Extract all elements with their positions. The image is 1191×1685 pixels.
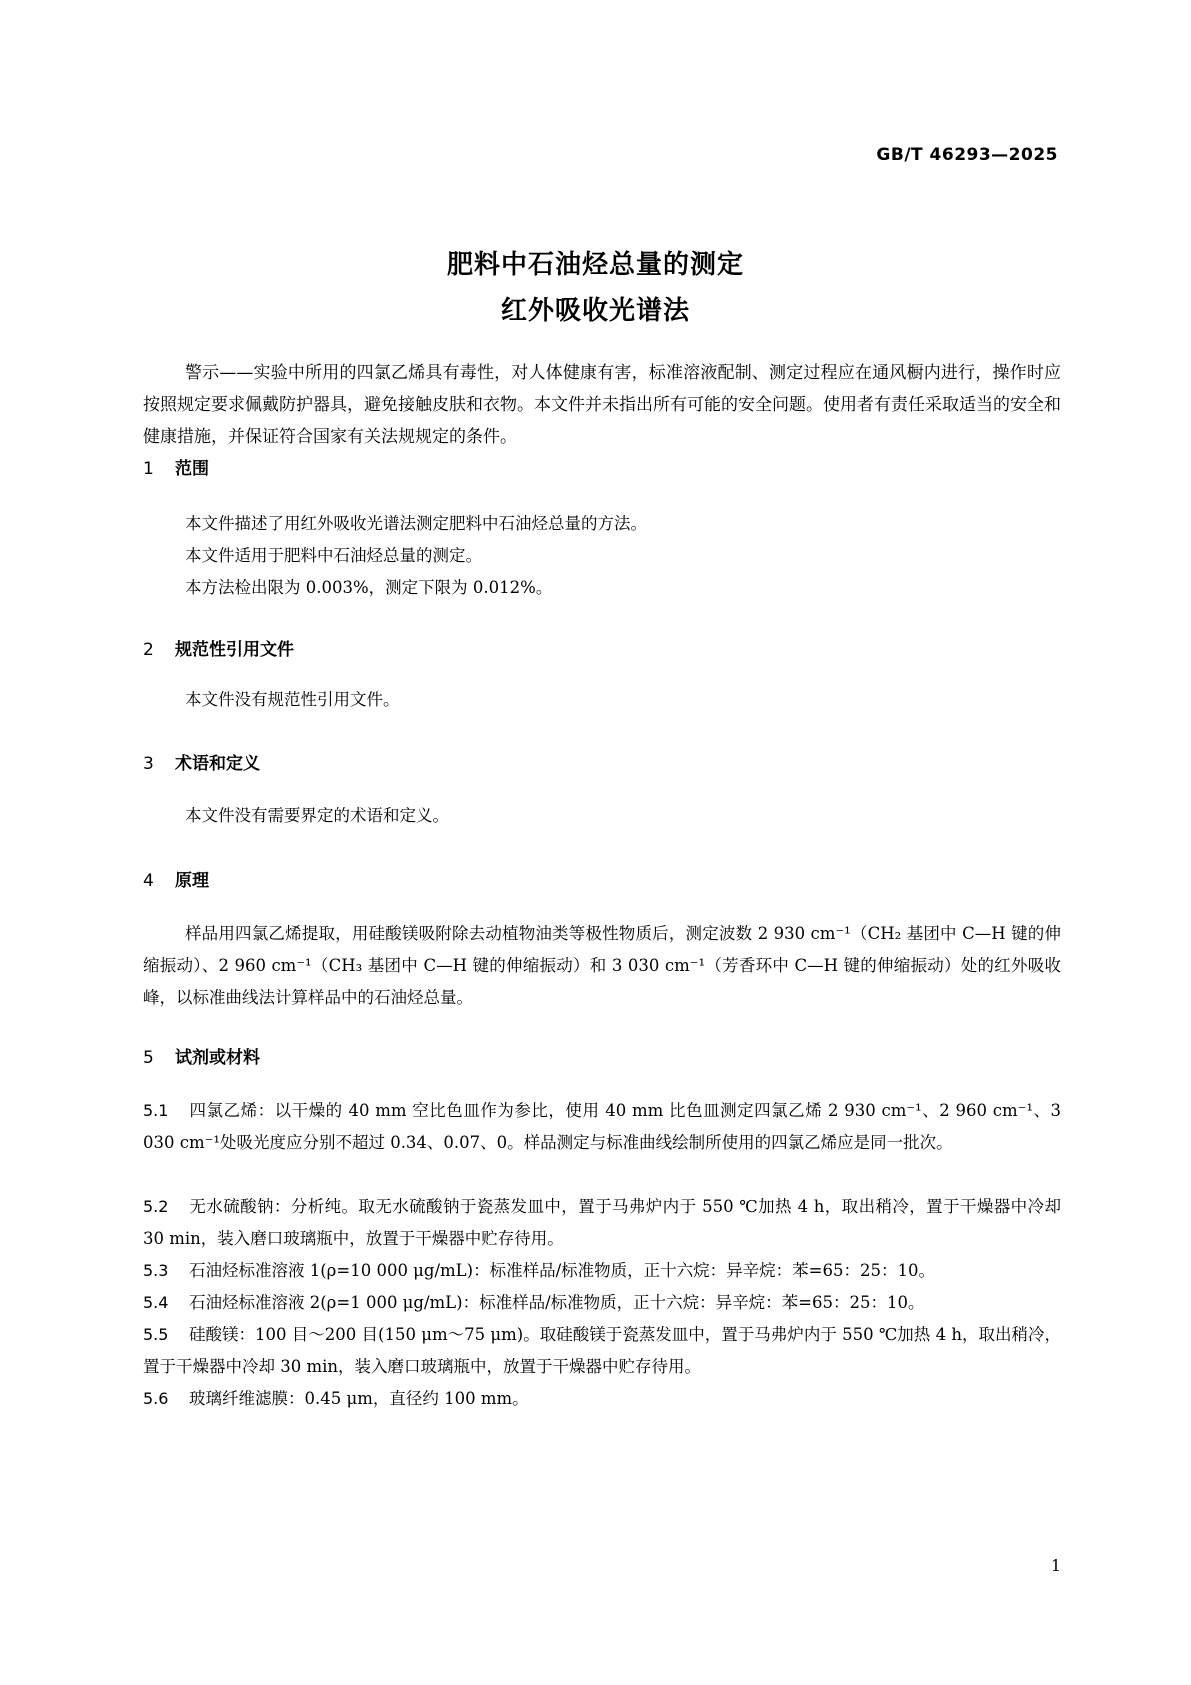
list-item [143,1319,1061,1383]
list-item [143,1255,1061,1287]
item-text: 四氯乙烯：以干燥的 40 mm 空比色皿作为参比，使用 40 mm 比色皿测定四氯乙烯 2 930 cm⁻¹、2 960 cm⁻¹、3 030 cm⁻¹处吸光度应分别不超过 0.34、0.07、0。样品测定与标准曲线绘制所使用的四氯乙烯应是同一批次。 [143,1101,1061,1152]
paragraph: 本文件适用于肥料中石油烃总量的测定。 [185,546,482,565]
item-number: 5.4 [143,1293,169,1312]
section-title: 术语和定义 [175,754,260,774]
item-text: 无水硫酸钠：分析纯。取无水硫酸钠于瓷蒸发皿中，置于马弗炉内于 550 ℃加热 4 h，取出稍冷，置于干燥器中冷却 30 min，装入磨口玻璃瓶中，放置于干燥器中贮存待用。 [143,1197,1061,1248]
document-title: 肥料中石油烃总量的测定 [446,250,744,280]
paragraph: 样品用四氯乙烯提取，用硅酸镁吸附除去动植物油类等极性物质后，测定波数 2 930 cm⁻¹（CH₂ 基团中 C—H 键的伸缩振动）、2 960 cm⁻¹（CH₃ 基团中 C—H 键的伸缩振动）和 3 030 cm⁻¹（芳香环中 C—H 键的伸缩振动）处的红外吸收峰，以标准曲线法计算样品中的石油烃总量。 [143,924,1061,1007]
safety-warning: 警示——实验中所用的四氯乙烯具有毒性，对人体健康有害，标准溶液配制、测定过程应在通风橱内进行，操作时应按照规定要求佩戴防护器具，避免接触皮肤和衣物。本文件并未指出所有可能的安全问题。使用者有责任采取适当的安全和健康措施，并保证符合国家有关法规规定的条件。 [143,363,1061,447]
item-text: 玻璃纤维滤膜：0.45 μm，直径约 100 mm。 [189,1389,529,1408]
section-heading-principle [143,866,209,891]
page-number: 1 [1050,1556,1061,1575]
item-number: 5.2 [143,1197,169,1216]
item-number: 5.3 [143,1261,169,1280]
section-number: 5 [143,1048,154,1068]
section-title: 范围 [175,459,209,479]
paragraph: 本方法检出限为 0.003%，测定下限为 0.012%。 [185,578,553,597]
paragraph: 本文件没有规范性引用文件。 [185,690,400,709]
standard-code: GB/T 46293—2025 [876,145,1058,165]
list-item [143,1095,1061,1159]
section-title: 原理 [175,871,209,891]
item-text: 石油烃标准溶液 2(ρ=1 000 μg/mL)：标准样品/标准物质，正十六烷：异辛烷：苯=65：25：10。 [189,1293,925,1312]
list-item [143,1383,1061,1415]
item-text: 硅酸镁：100 目～200 目(150 μm～75 μm)。取硅酸镁于瓷蒸发皿中，置于马弗炉内于 550 ℃加热 4 h，取出稍冷，置于干燥器中冷却 30 min，装入磨口玻璃瓶中，放置于干燥器中贮存待用。 [143,1325,1061,1376]
section-number: 3 [143,754,154,774]
section-heading-normative-references [143,635,294,660]
section-heading-terms [143,749,260,774]
list-item [143,1287,1061,1319]
section-title: 试剂或材料 [175,1048,260,1068]
item-text: 石油烃标准溶液 1(ρ=10 000 μg/mL)：标准样品/标准物质，正十六烷：异辛烷：苯=65：25：10。 [189,1261,935,1280]
item-number: 5.1 [143,1101,169,1120]
paragraph: 本文件描述了用红外吸收光谱法测定肥料中石油烃总量的方法。 [185,514,647,533]
section-number: 4 [143,871,154,891]
section-heading-reagents [143,1043,260,1068]
section-heading-scope [143,454,209,479]
list-item [143,1191,1061,1255]
section-number: 2 [143,640,154,660]
section-number: 1 [143,459,154,479]
item-number: 5.5 [143,1325,169,1344]
item-number: 5.6 [143,1389,169,1408]
paragraph: 本文件没有需要界定的术语和定义。 [185,806,449,825]
document-subtitle: 红外吸收光谱法 [500,296,690,326]
section-title: 规范性引用文件 [175,640,294,660]
